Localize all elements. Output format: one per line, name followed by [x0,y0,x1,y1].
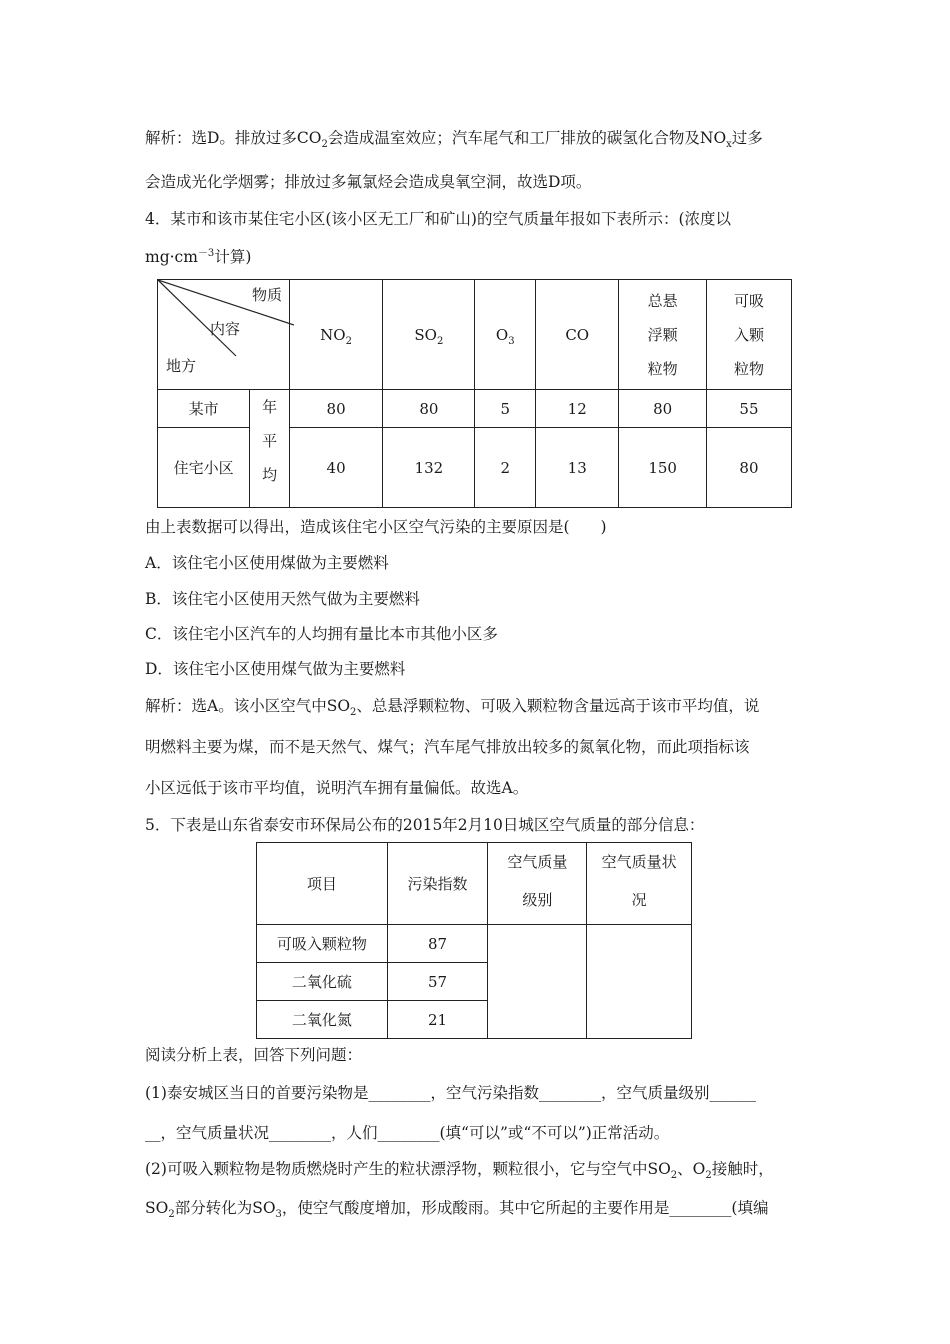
cell-value: 5 [475,390,536,428]
q5-prompt: 阅读分析上表，回答下列问题： [145,1046,363,1064]
cell-value: 12 [535,390,618,428]
cell-value: 132 [383,428,475,508]
q4-option-c: C．该住宅小区汽车的人均拥有量比本市其他小区多 [145,625,498,643]
header-quality-level: 空气质量 级别 [488,843,587,925]
q5-part1-line-2: __，空气质量状况________，人们________(填“可以”或“不可以”)正常活动。 [145,1124,670,1142]
cell-value: 55 [706,390,791,428]
q4-option-b: B．该住宅小区使用天然气做为主要燃料 [145,590,420,608]
period-cell: 年 平 均 [250,390,290,508]
row-place-residential: 住宅小区 [158,428,250,508]
q3-analysis-line-2: 会造成光化学烟雾；排放过多氟氯烃会造成臭氧空洞，故选D项。 [145,173,592,191]
table-corner-header [158,280,290,390]
q5-part2-line-2: $SO_2$部分转化为$SO_3$，使空气酸度增加，形成酸雨。其中它所起的主要作用是________(填编 [145,1199,769,1221]
cell-value: 13 [535,428,618,508]
q3-analysis-line-1: 解析：选D。排放过多$CO_2$会造成温室效应；汽车尾气和工厂排放的碳氢化合物及$NO_x$过多 [145,129,763,151]
q5-stem: 5．下表是山东省泰安市环保局公布的2015年2月10日城区空气质量的部分信息： [145,816,705,834]
header-item: 项目 [257,843,388,925]
header-quality-status: 空气质量状 况 [587,843,692,925]
q4-stem-line-2: $mg\cdot cm^{-3}$计算) [145,247,252,266]
cell-value: 80 [383,390,475,428]
cell-value: 150 [619,428,706,508]
header-co: CO [535,280,618,390]
q4-analysis-line-1: 解析：选A。该小区空气中$SO_2$、总悬浮颗粒物、可吸入颗粒物含量远高于该市平均值，说 [145,697,760,719]
row-item: 可吸入颗粒物 [257,925,388,963]
quality-level-blank [488,925,587,1039]
row-place-city: 某市 [158,390,250,428]
header-pm: 可吸 入颗 粒物 [706,280,791,390]
cell-value: 80 [289,390,382,428]
cell-value: 80 [619,390,706,428]
header-o3: $O_3$ [475,280,536,390]
q5-part1-line-1: (1)泰安城区当日的首要污染物是________，空气污染指数________，空气质量级别______ [145,1084,756,1102]
cell-value: 40 [289,428,382,508]
quality-status-blank [587,925,692,1039]
q4-option-a: A．该住宅小区使用煤做为主要燃料 [145,554,389,572]
header-index: 污染指数 [387,843,488,925]
q4-analysis-line-2: 明燃料主要为煤，而不是天然气、煤气；汽车尾气排放出较多的氮氧化物，而此项指标该 [145,738,750,756]
row-value: 87 [387,925,488,963]
row-value: 57 [387,963,488,1001]
q4-analysis-line-3: 小区远低于该市平均值，说明汽车拥有量偏低。故选A。 [145,779,529,797]
corner-label-place: 地方 [166,357,197,375]
row-item: 二氧化硫 [257,963,388,1001]
q4-stem-line-1: 4．某市和该市某住宅小区(该小区无工厂和矿山)的空气质量年报如下表所示：(浓度以 [145,210,732,228]
q5-part2-line-1: (2)可吸入颗粒物是物质燃烧时产生的粒状漂浮物，颗粒很小，它与空气中$SO_2$、$O_2$接触时， [145,1160,774,1182]
cell-value: 80 [706,428,791,508]
cell-value: 2 [475,428,536,508]
row-value: 21 [387,1001,488,1039]
table-row [158,390,792,428]
corner-label-content: 内容 [210,320,241,338]
pollution-index-table [256,842,692,1039]
header-tsp: 总悬 浮颗 粒物 [619,280,706,390]
header-no2: $NO_2$ [289,280,382,390]
corner-label-substance: 物质 [252,286,283,304]
q4-option-d: D．该住宅小区使用煤气做为主要燃料 [145,660,406,678]
row-item: 二氧化氮 [257,1001,388,1039]
table-row [257,925,692,963]
q4-question: 由上表数据可以得出，造成该住宅小区空气污染的主要原因是( ) [145,518,607,536]
air-quality-table [157,279,792,508]
header-so2: $SO_2$ [383,280,475,390]
